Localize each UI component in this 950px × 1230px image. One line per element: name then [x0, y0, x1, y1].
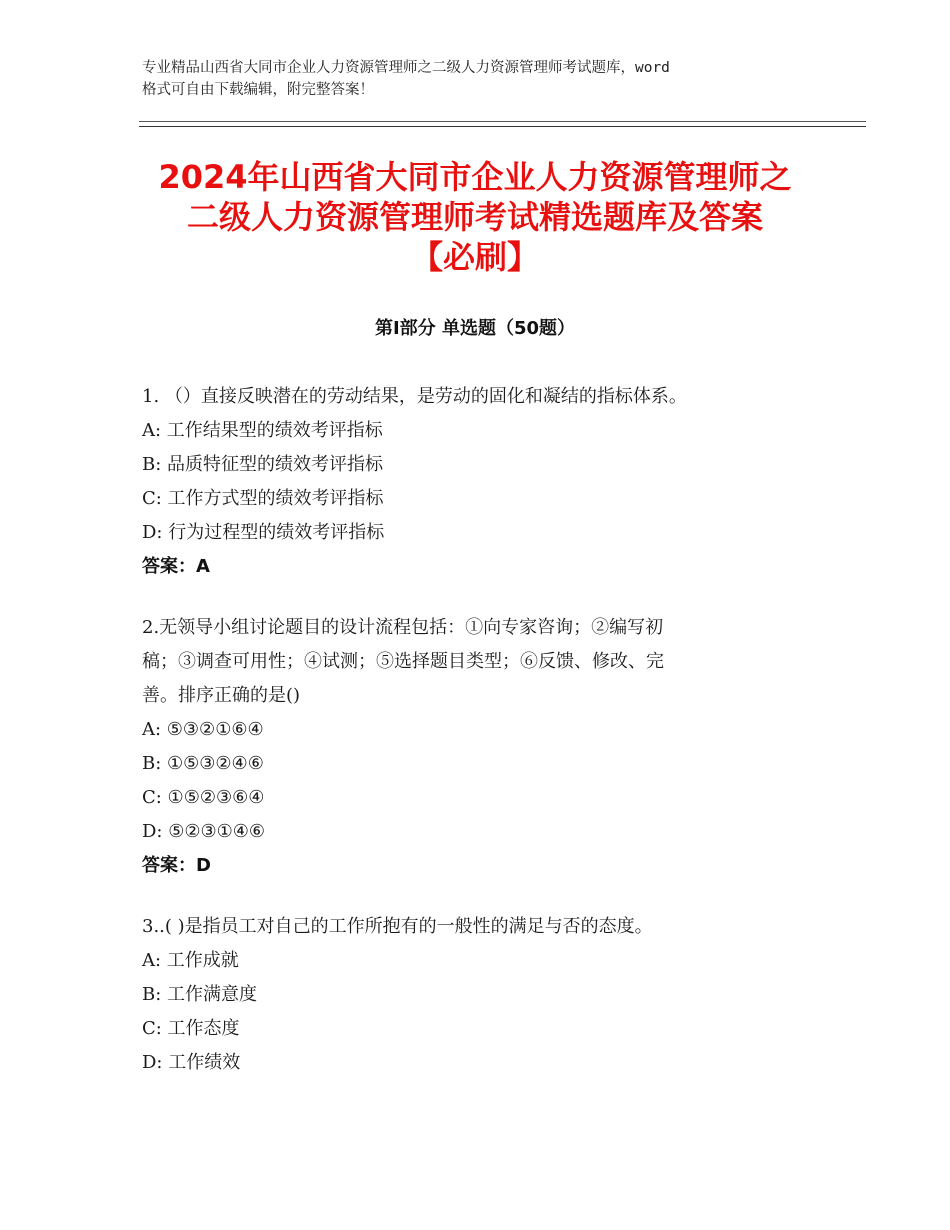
question-3 — [142, 910, 802, 1080]
option-c: C: 工作方式型的绩效考评指标 — [142, 488, 384, 509]
option-d: D: ⑤②③①④⑥ — [142, 821, 266, 842]
title-line-2: 二级人力资源管理师考试精选题库及答案 — [186, 198, 763, 236]
option-b: B: 工作满意度 — [142, 984, 258, 1005]
question-stem: 3..( )是指员工对自己的工作所抱有的一般性的满足与否的态度。 — [142, 916, 653, 937]
option-d: D: 行为过程型的绩效考评指标 — [142, 522, 385, 543]
header-line-2: 格式可自由下载编辑，附完整答案！ — [142, 82, 374, 98]
question-stem: 1. （）直接反映潜在的劳动结果，是劳动的固化和凝结的指标体系。 — [142, 386, 687, 407]
option-b: B: 品质特征型的绩效考评指标 — [142, 454, 384, 475]
question-list — [142, 380, 802, 1107]
option-a: A: 工作结果型的绩效考评指标 — [142, 420, 383, 441]
header-line-1: 专业精品山西省大同市企业人力资源管理师之二级人力资源管理师考试题库，word — [142, 60, 670, 76]
option-a: A: 工作成就 — [142, 950, 239, 971]
answer-label: 答案：D — [142, 855, 211, 876]
question-1 — [142, 380, 802, 584]
document-header-note — [142, 57, 822, 101]
question-stem: 善。排序正确的是() — [142, 685, 301, 706]
title-line-1: 2024年山西省大同市企业人力资源管理师之 — [158, 158, 792, 196]
title-line-3: 【必刷】 — [410, 238, 539, 276]
option-c: C: 工作态度 — [142, 1018, 240, 1039]
header-divider — [139, 121, 866, 127]
question-stem: 稿；③调查可用性；④试测；⑤选择题目类型；⑥反馈、修改、完 — [142, 651, 664, 672]
option-d: D: 工作绩效 — [142, 1052, 241, 1073]
answer-label: 答案：A — [142, 556, 210, 577]
question-2 — [142, 611, 802, 883]
option-a: A: ⑤③②①⑥④ — [142, 719, 264, 740]
question-stem: 2.无领导小组讨论题目的设计流程包括：①向专家咨询；②编写初 — [142, 617, 664, 638]
section-title: 第Ⅰ部分 单选题（50题） — [374, 318, 575, 339]
option-c: C: ①⑤②③⑥④ — [142, 787, 265, 808]
document-title — [100, 157, 850, 277]
option-b: B: ①⑤③②④⑥ — [142, 753, 264, 774]
